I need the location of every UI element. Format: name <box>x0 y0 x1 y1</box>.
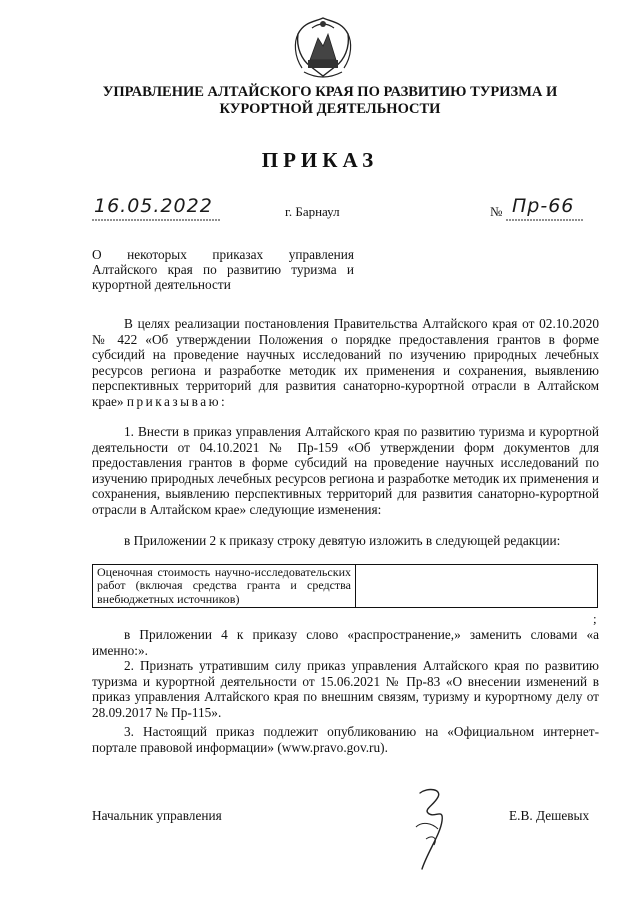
intro-paragraph <box>92 316 599 410</box>
item-1-annex-2: в Приложении 2 к приказу строку девятую изложить в следующей редакции: <box>124 533 561 548</box>
organization-name <box>80 84 580 118</box>
amendment-table <box>92 564 598 608</box>
item-1: 1. Внести в приказ управления Алтайского края по развитию туризма и курортной деятельности от 04.10.2021 № Пр-159 «Об утверждении форм документов для предоставления грантов в форме субсидий на проведение научных исследований по изучению природных лечебных ресурсов региона и разработке методик их применения и сохранения, выявлению перспективных территорий для развития санаторно-курортной отрасли в Алтайском крае» следующие изменения: <box>92 424 599 517</box>
table-semicolon: ; <box>593 611 597 626</box>
item-3: 3. Настоящий приказ подлежит опубликованию на «Официальном интернет-портале правовой информации» (www.pravo.gov.ru). <box>92 724 599 755</box>
number-sign: № <box>490 204 503 219</box>
document-date <box>92 196 222 224</box>
organization-name-line1: УПРАВЛЕНИЕ АЛТАЙСКОГО КРАЯ ПО РАЗВИТИЮ ТУРИЗМА И <box>102 84 558 100</box>
signatory-role: Начальник управления <box>92 808 222 823</box>
city: г. Барнаул <box>285 204 340 219</box>
date-text: 16.05.2022 <box>94 195 213 217</box>
handwritten-signature <box>398 785 462 875</box>
item-1-annex-4: в Приложении 4 к приказу слово «распространение,» заменить словами «а именно:». <box>92 627 599 658</box>
number-text: Пр-66 <box>512 195 575 217</box>
table-row <box>93 565 598 608</box>
table-cell-empty <box>356 565 598 608</box>
order-word: приказываю: <box>126 393 228 409</box>
intro-text: В целях реализации постановления Правительства Алтайского края от 02.10.2020 № 422 «Об утверждении Положения о порядке предоставления грантов в форме субсидий на проведение научных исследований по изучению природных лечебных ресурсов региона и разработке методик их применения и сохранения, выявлению перспективных территорий для развития санаторно-курортной отрасли в Алтайском крае» <box>92 316 599 409</box>
item-2: 2. Признать утратившим силу приказ управления Алтайского края по развитию туризма и курортной деятельности от 15.06.2021 № Пр-83 «О внесении изменений в приказ управления Алтайского края по внешним связям, туризму и курортному делу от 28.09.2017 № Пр-115». <box>92 658 599 720</box>
organization-name-line2: КУРОРТНОЙ ДЕЯТЕЛЬНОСТИ <box>219 101 441 117</box>
signatory-name: Е.В. Дешевых <box>509 808 590 823</box>
document-subject: О некоторых приказах управления Алтайского края по развитию туризма и курортной деятельности <box>92 247 354 292</box>
table-cell-description: Оценочная стоимость научно-исследовательских работ (включая средства гранта и средства внебюджетных источников) <box>93 565 356 608</box>
document-type: ПРИКАЗ <box>261 148 379 172</box>
coat-of-arms-icon <box>290 12 356 82</box>
document-number <box>490 196 590 224</box>
